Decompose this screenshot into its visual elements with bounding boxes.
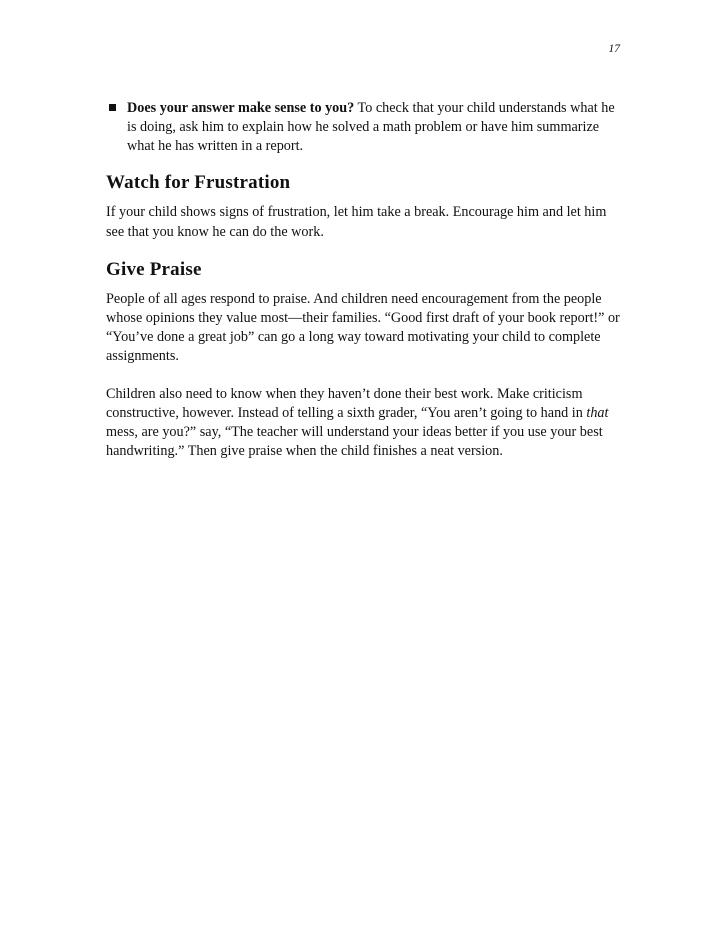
praise-paragraph-2 <box>106 385 626 462</box>
heading-watch-for-frustration: Watch for Frustration <box>106 172 291 194</box>
page-number: 17 <box>608 43 620 55</box>
heading-give-praise: Give Praise <box>106 258 202 280</box>
praise-paragraph-1: People of all ages respond to praise. And children need encouragement from the people whose opinions they value most—their families. “Good first draft of your book report!” or “You’ve done a great job” can go a long way toward motivating your child to complete assignments. <box>106 290 620 365</box>
bullet-text: To check that your child understands what he is doing, ask him to explain how he solved a math problem or have him summarize what he has written in a report. <box>127 100 615 154</box>
frustration-paragraph: If your child shows signs of frustration, let him take a break. Encourage him and let him see that you know he can do the work. <box>106 204 607 240</box>
praise-paragraph-2-part-1: Children also need to know when they haven’t done their best work. Make criticism constructive, however. Instead of telling a sixth grader, “You aren’t going to hand in <box>106 385 587 421</box>
bullet-item <box>106 99 626 155</box>
praise-paragraph-2-part-2: mess, are you?” say, “The teacher will understand your ideas better if you use your best handwriting.” Then give praise when the child finishes a neat version. <box>106 424 603 460</box>
square-bullet-icon <box>109 104 116 111</box>
emphasis-that: that <box>586 404 609 421</box>
page-content <box>106 99 626 461</box>
bullet-lead: Does your answer make sense to you? <box>127 100 355 116</box>
